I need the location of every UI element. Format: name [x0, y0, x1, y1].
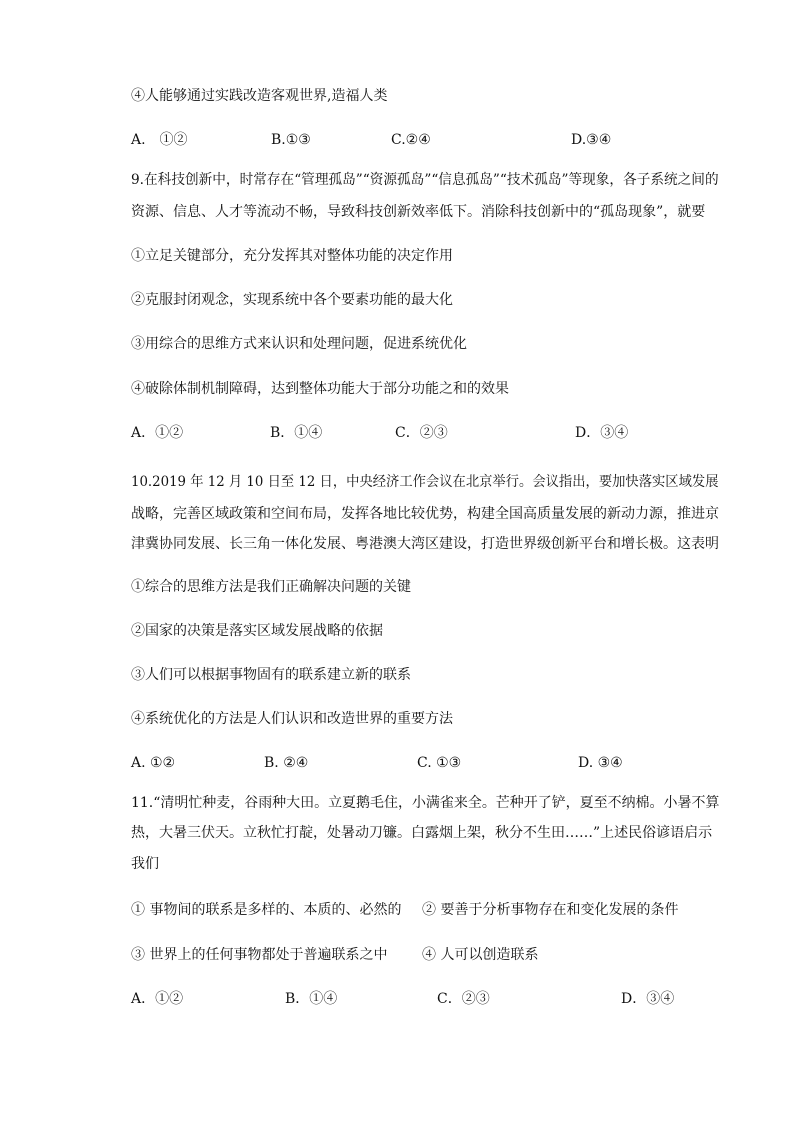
- q10-item-2: ②国家的决策是落实区域发展战略的依据: [131, 623, 383, 639]
- q11-item-1: ① 事物间的联系是多样的、本质的、必然的: [131, 902, 402, 918]
- q11-item-4: ④ 人可以创造联系: [422, 947, 539, 963]
- q10-option-c[interactable]: C. ①③: [417, 755, 462, 771]
- q8-options: [131, 130, 691, 150]
- q10-stem-line-1: 10.2019 年 12 月 10 日至 12 日，中央经济工作会议在北京举行。会议指出，要加快落实区域发展: [131, 474, 719, 490]
- q10-stem-line-2: 战略，完善区域政策和空间布局，发挥各地比较优势，构建全国高质量发展的新动力源，推进京: [131, 506, 719, 522]
- q11-option-c[interactable]: C．②③: [437, 991, 490, 1007]
- q11-option-d[interactable]: D．③④: [621, 991, 675, 1007]
- q11-item-3: ③ 世界上的任何事物都处于普遍联系之中: [131, 947, 388, 963]
- q8-option-b[interactable]: B.①③: [271, 132, 311, 148]
- q11-stem-line-1: 11.“清明忙种麦，谷雨种大田。立夏鹅毛住，小满雀来全。芒种开了铲，夏至不纳棉。小暑不算: [131, 795, 720, 811]
- q9-stem-line-1: 9.在科技创新中，时常存在“管理孤岛”“资源孤岛”“信息孤岛”“技术孤岛”等现象，各子系统之间的: [131, 172, 719, 188]
- q9-option-d[interactable]: D．③④: [575, 425, 629, 441]
- q11-stem-line-3: 我们: [131, 856, 159, 872]
- q10-options: [131, 753, 691, 773]
- q9-item-1: ①立足关键部分，充分发挥其对整体功能的决定作用: [131, 248, 453, 264]
- q9-option-a[interactable]: A．①②: [131, 425, 184, 441]
- q11-option-a[interactable]: A．①②: [131, 991, 184, 1007]
- q9-item-4: ④破除体制机制障碍，达到整体功能大于部分功能之和的效果: [131, 381, 509, 397]
- q9-options: [131, 423, 691, 443]
- q8-option-d[interactable]: D.③④: [571, 132, 612, 148]
- q8-option-c[interactable]: C.②④: [391, 132, 431, 148]
- q9-option-c[interactable]: C．②③: [395, 425, 448, 441]
- q10-option-a[interactable]: A. ①②: [131, 755, 176, 771]
- q9-option-b[interactable]: B．①④: [270, 425, 323, 441]
- q9-stem-line-2: 资源、信息、人才等流动不畅，导致科技创新效率低下。消除科技创新中的“孤岛现象”，就要: [131, 204, 706, 220]
- q11-items-row-1: [131, 900, 691, 920]
- q10-item-3: ③人们可以根据事物固有的联系建立新的联系: [131, 667, 411, 683]
- q11-options: [131, 989, 691, 1009]
- q10-option-b[interactable]: B. ②④: [264, 755, 309, 771]
- q11-option-b[interactable]: B．①④: [285, 991, 338, 1007]
- q9-item-2: ②克服封闭观念，实现系统中各个要素功能的最大化: [131, 292, 453, 308]
- q11-item-2: ② 要善于分析事物存在和变化发展的条件: [422, 902, 679, 918]
- q11-items-row-2: [131, 945, 691, 965]
- q10-option-d[interactable]: D. ③④: [578, 755, 623, 771]
- q10-item-4: ④系统优化的方法是人们认识和改造世界的重要方法: [131, 711, 453, 727]
- q11-stem-line-2: 热，大暑三伏天。立秋忙打靛，处暑动刀镰。白露烟上架，秋分不生田……”上述民俗谚语启示: [131, 825, 713, 841]
- q9-item-3: ③用综合的思维方式来认识和处理问题，促进系统优化: [131, 336, 467, 352]
- q10-item-1: ①综合的思维方法是我们正确解决问题的关键: [131, 579, 411, 595]
- q8-option-a[interactable]: A. ①②: [131, 132, 188, 148]
- q10-stem-line-3: 津冀协同发展、长三角一体化发展、粤港澳大湾区建设，打造世界级创新平台和增长极。这表明: [131, 536, 719, 552]
- q8-item-4: ④人能够通过实践改造客观世界,造福人类: [131, 88, 388, 104]
